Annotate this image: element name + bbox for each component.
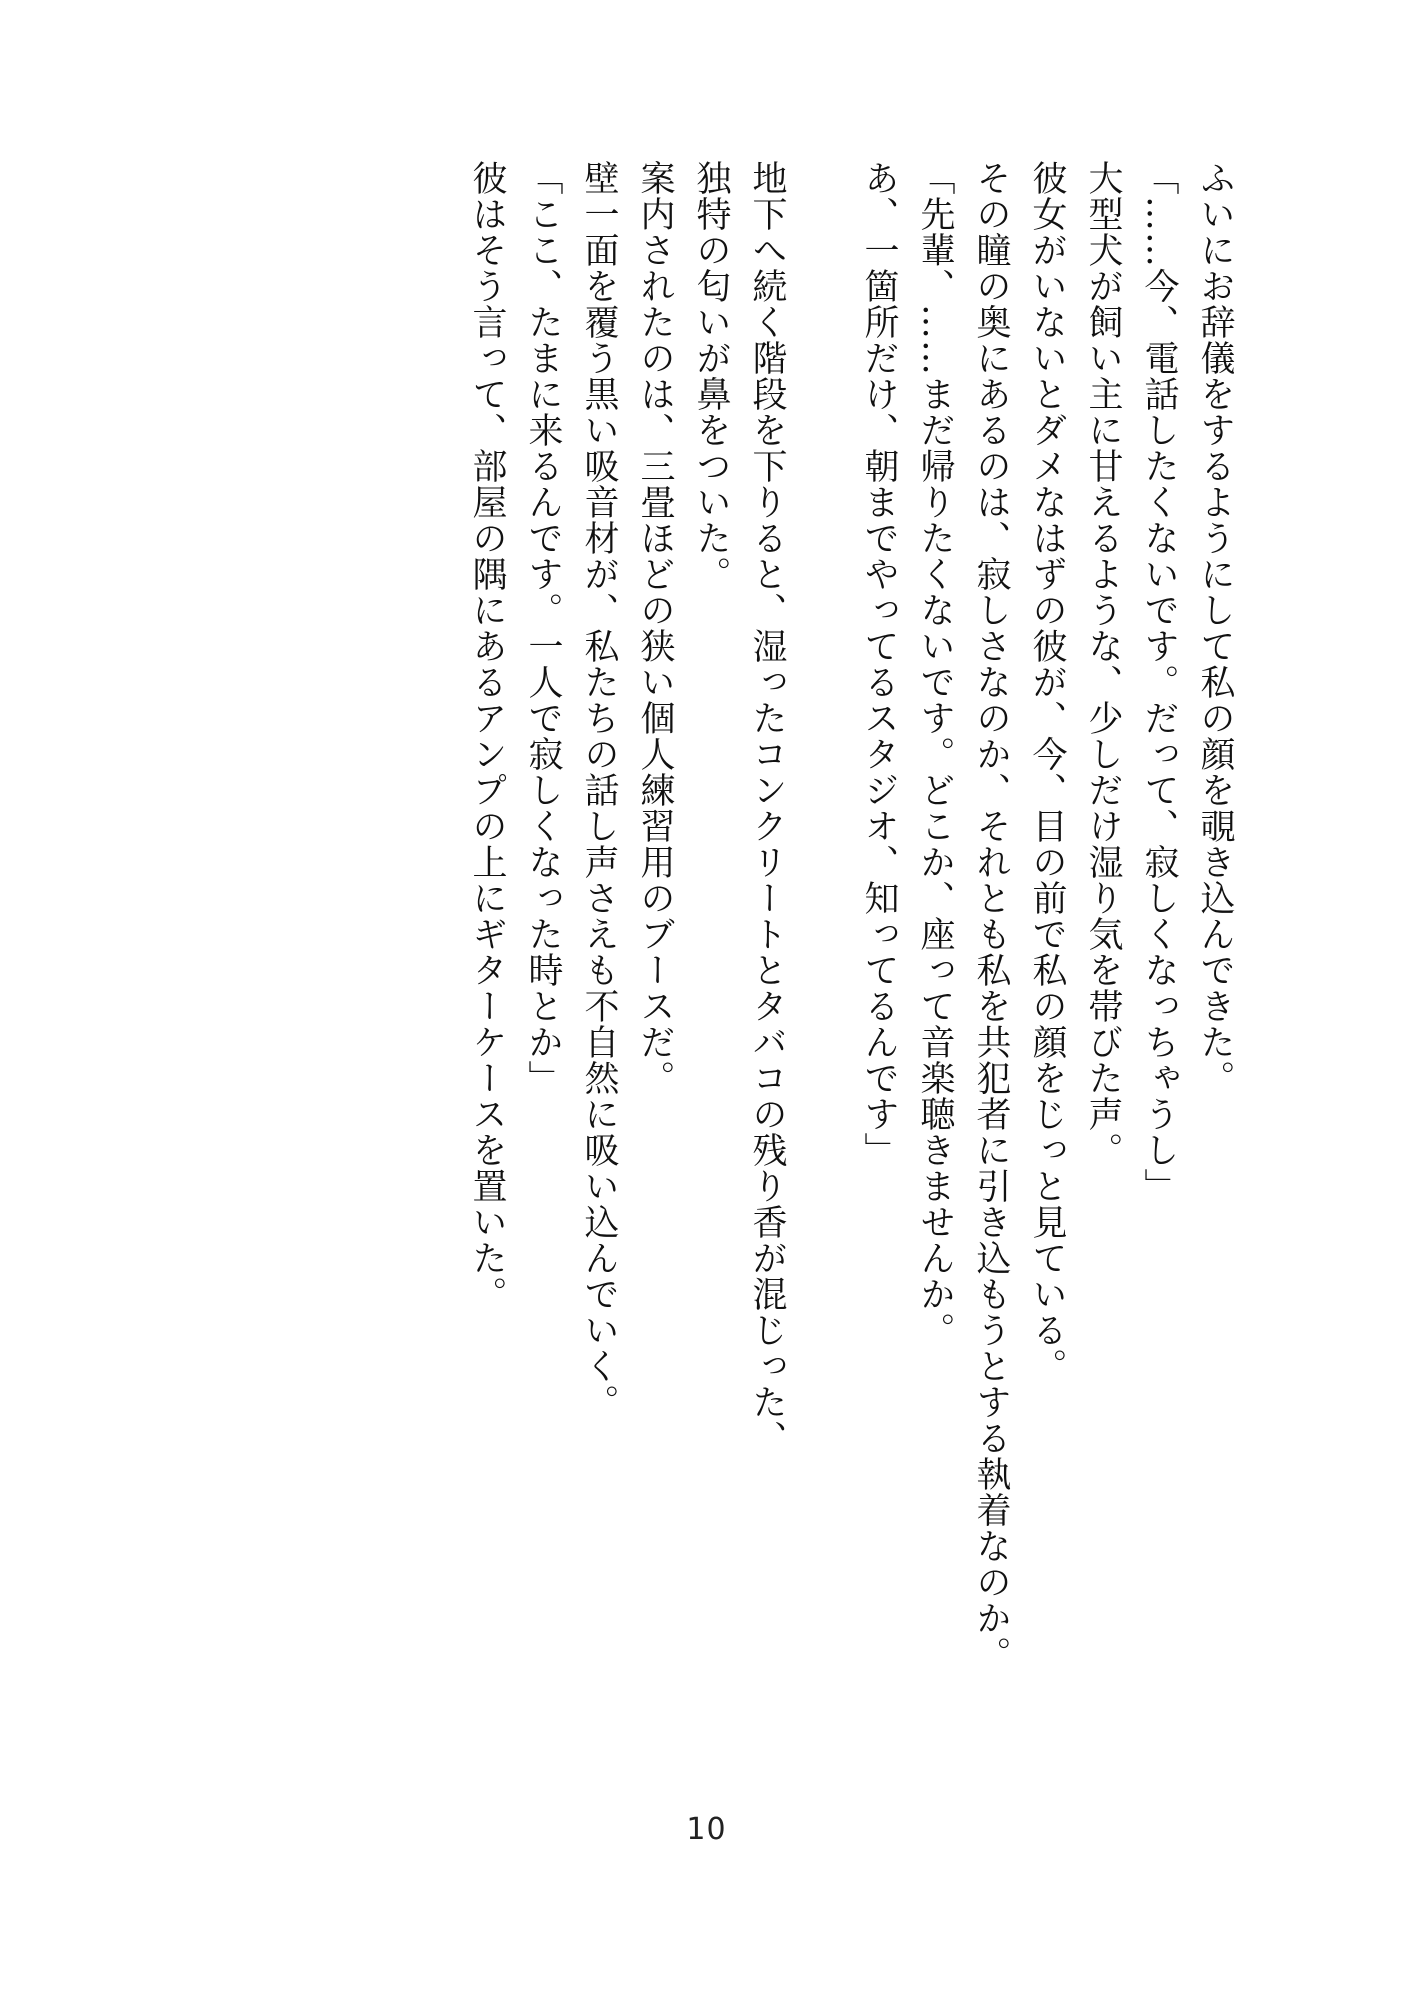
text-line: 壁一面を覆う黒い吸音材が、私たちの話し声さえも不自然に吸い込んでいく。 <box>579 160 619 1420</box>
text-line: 独特の匂いが鼻をついた。 <box>691 160 731 592</box>
text-line: ふいにお辞儀をするようにして私の顔を覗き込んできた。 <box>1195 160 1235 1096</box>
text-line: その瞳の奥にあるのは、寂しさなのか、それとも私を共犯者に引き込もうとする執着なのか。 <box>971 160 1011 1672</box>
text-line: あ、一箇所だけ、朝までやってるスタジオ、知ってるんです」 <box>859 160 899 1168</box>
text-line: 大型犬が飼い主に甘えるような、少しだけ湿り気を帯びた声。 <box>1083 160 1123 1168</box>
text-line: 「ここ、たまに来るんです。一人で寂しくなった時とか」 <box>523 160 563 1096</box>
body-text <box>459 160 1243 1672</box>
text-line: 彼はそう言って、部屋の隅にあるアンプの上にギターケースを置いた。 <box>467 160 507 1312</box>
text-line: 彼女がいないとダメなはずの彼が、今、目の前で私の顔をじっと見ている。 <box>1027 160 1067 1384</box>
page-number: 10 <box>686 1812 727 1847</box>
text-line: 地下へ続く階段を下りると、湿ったコンクリートとタバコの残り香が混じった、 <box>747 160 787 1456</box>
text-line: 案内されたのは、三畳ほどの狭い個人練習用のブースだ。 <box>635 160 675 1096</box>
section-break <box>795 160 851 1660</box>
text-line: 「……今、電話したくないです。だって、寂しくなっちゃうし」 <box>1139 160 1179 1204</box>
text-line: 「先輩、……まだ帰りたくないです。どこか、座って音楽聴きませんか。 <box>915 160 955 1348</box>
